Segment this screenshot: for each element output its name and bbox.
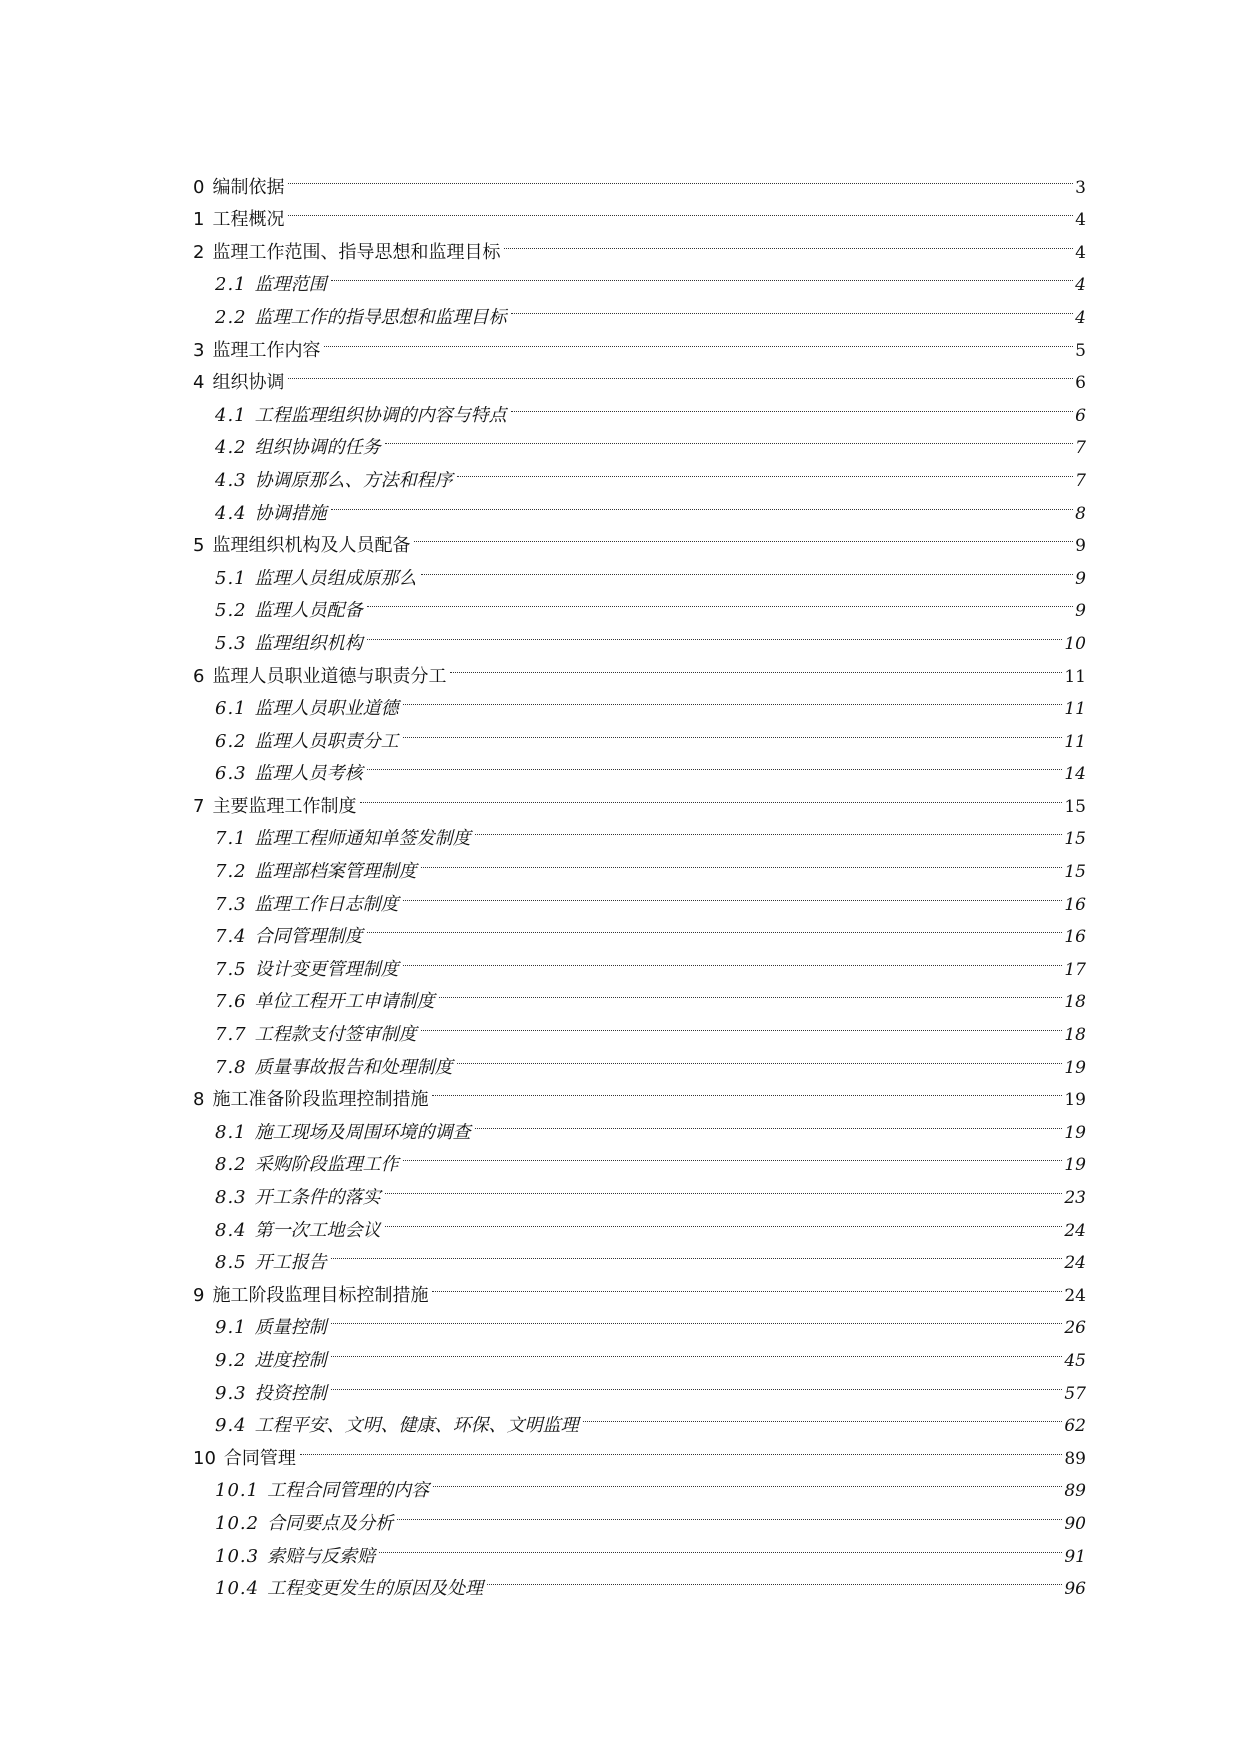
toc-entry-page-number: 24 — [1064, 1220, 1086, 1241]
toc-entry-page-number: 62 — [1064, 1416, 1086, 1437]
toc-entry-title: 合同管理 — [223, 1447, 296, 1469]
dot-leader — [379, 1529, 1062, 1562]
toc-entry-title: 合同要点及分析 — [267, 1512, 394, 1534]
toc-entry-page-number: 11 — [1064, 731, 1086, 752]
toc-entry[interactable] — [193, 1431, 1086, 1469]
toc-entry-number: 6 — [193, 665, 205, 687]
toc-entry-title: 监理部档案管理制度 — [254, 861, 417, 883]
dot-leader — [385, 1203, 1063, 1236]
toc-entry-title: 工程变更发生的原因及处理 — [267, 1578, 484, 1600]
dot-leader — [331, 1236, 1063, 1269]
dot-leader — [457, 453, 1074, 486]
dot-leader — [367, 910, 1063, 943]
toc-entry-title: 监理人员组成原那么 — [254, 567, 417, 589]
dot-leader — [367, 616, 1063, 649]
dot-leader — [331, 486, 1074, 519]
toc-entry-number: 4.4 — [215, 502, 247, 524]
toc-entry-number: 7.2 — [215, 861, 247, 883]
dot-leader — [288, 160, 1073, 193]
dot-leader — [331, 1333, 1063, 1366]
dot-leader — [403, 714, 1063, 747]
toc-entry-page-number: 16 — [1064, 894, 1086, 915]
dot-leader — [511, 290, 1074, 323]
toc-entry-number: 9 — [193, 1284, 205, 1306]
toc-entry-number: 9.3 — [215, 1382, 247, 1404]
toc-entry-title: 开工报告 — [254, 1252, 327, 1274]
toc-entry-page-number: 24 — [1064, 1253, 1086, 1274]
toc-entry-page-number: 91 — [1064, 1546, 1086, 1567]
toc-entry-number: 8.1 — [215, 1121, 247, 1143]
toc-entry-title: 质量控制 — [254, 1317, 327, 1339]
toc-entry-number: 2 — [193, 241, 205, 263]
toc-entry-number: 7.1 — [215, 828, 247, 850]
toc-entry-title: 监理人员配备 — [254, 600, 363, 622]
dot-leader — [432, 1268, 1062, 1301]
toc-entry-page-number: 57 — [1064, 1383, 1086, 1404]
toc-entry-title: 工程概况 — [212, 209, 285, 231]
dot-leader — [504, 225, 1073, 258]
dot-leader — [324, 323, 1073, 356]
toc-entry-title: 索赔与反索赔 — [267, 1545, 376, 1567]
toc-entry-page-number: 9 — [1075, 568, 1086, 589]
toc-entry[interactable] — [193, 160, 1086, 198]
toc-entry-title: 监理组织机构及人员配备 — [212, 535, 411, 557]
dot-leader — [331, 1301, 1063, 1334]
dot-leader — [397, 1496, 1062, 1529]
toc-entry-page-number: 4 — [1075, 307, 1086, 328]
toc-entry-page-number: 11 — [1064, 699, 1086, 720]
dot-leader — [403, 1138, 1063, 1171]
toc-entry-page-number: 10 — [1064, 633, 1086, 654]
dot-leader — [450, 649, 1062, 682]
dot-leader — [300, 1431, 1062, 1464]
toc-entry[interactable] — [193, 225, 1086, 263]
toc-entry-page-number: 4 — [1075, 242, 1086, 263]
dot-leader — [331, 258, 1074, 291]
toc-entry-page-number: 89 — [1064, 1481, 1086, 1502]
dot-leader — [385, 421, 1074, 454]
toc-entry-number: 9.1 — [215, 1317, 247, 1339]
toc-entry-number: 10.1 — [215, 1480, 260, 1502]
toc-entry-title: 监理工作的指导思想和监理目标 — [254, 306, 507, 328]
toc-entry-page-number: 96 — [1064, 1579, 1086, 1600]
toc-entry-number: 10.2 — [215, 1512, 260, 1534]
toc-entry[interactable] — [193, 193, 1086, 231]
toc-entry-number: 5 — [193, 535, 205, 557]
toc-entry-page-number: 4 — [1075, 275, 1086, 296]
toc-entry-page-number: 15 — [1064, 862, 1086, 883]
dot-leader — [331, 1366, 1063, 1399]
toc-entry-title: 监理工作日志制度 — [254, 893, 399, 915]
toc-entry[interactable] — [193, 290, 1086, 328]
toc-entry-number: 5.3 — [215, 632, 247, 654]
toc-entry[interactable] — [193, 1268, 1086, 1306]
toc-entry-title: 编制依据 — [212, 176, 285, 198]
toc-entry-number: 9.4 — [215, 1415, 247, 1437]
dot-leader — [487, 1562, 1062, 1595]
toc-entry-title: 组织协调的任务 — [254, 437, 381, 459]
toc-entry-page-number: 24 — [1064, 1285, 1086, 1306]
toc-entry-number: 7.5 — [215, 958, 247, 980]
dot-leader — [288, 193, 1073, 226]
toc-entry-number: 3 — [193, 339, 205, 361]
toc-entry-number: 6.3 — [215, 763, 247, 785]
toc-entry-page-number: 15 — [1064, 829, 1086, 850]
toc-entry-page-number: 6 — [1075, 405, 1086, 426]
toc-entry-title: 工程监理组织协调的内容与特点 — [254, 404, 507, 426]
toc-entry-title: 监理人员职业道德与职责分工 — [212, 665, 447, 687]
toc-entry-number: 8.5 — [215, 1252, 247, 1274]
toc-entry-number: 2.1 — [215, 274, 247, 296]
toc-entry-page-number: 19 — [1064, 1057, 1086, 1078]
toc-entry-page-number: 4 — [1075, 210, 1086, 231]
dot-leader — [414, 519, 1073, 552]
toc-entry-title: 设计变更管理制度 — [254, 958, 399, 980]
toc-entry-page-number: 9 — [1075, 601, 1086, 622]
toc-entry-page-number: 6 — [1075, 373, 1086, 394]
toc-entry-page-number: 18 — [1064, 992, 1086, 1013]
toc-entry-number: 8.4 — [215, 1219, 247, 1241]
toc-entry-page-number: 7 — [1075, 470, 1086, 491]
toc-entry[interactable] — [193, 1464, 1086, 1502]
dot-leader — [367, 747, 1063, 780]
toc-entry-title: 监理工作范围、指导思想和监理目标 — [212, 241, 501, 263]
toc-entry[interactable] — [193, 323, 1086, 361]
dot-leader — [457, 1040, 1063, 1073]
toc-entry-title: 监理人员考核 — [254, 763, 363, 785]
toc-entry-page-number: 19 — [1064, 1090, 1086, 1111]
toc-entry[interactable] — [193, 1333, 1086, 1371]
toc-entry-number: 4 — [193, 372, 205, 394]
toc-entry-title: 施工准备阶段监理控制措施 — [212, 1089, 429, 1111]
toc-entry-page-number: 14 — [1064, 764, 1086, 785]
dot-leader — [439, 975, 1063, 1008]
toc-entry-number: 8.2 — [215, 1154, 247, 1176]
toc-entry-number: 7.7 — [215, 1024, 247, 1046]
dot-leader — [288, 356, 1073, 389]
table-of-contents — [193, 160, 1086, 1600]
toc-entry-title: 监理人员职业道德 — [254, 698, 399, 720]
toc-entry-number: 7 — [193, 795, 205, 817]
toc-entry-title: 第一次工地会议 — [254, 1219, 381, 1241]
toc-entry-number: 4.1 — [215, 404, 247, 426]
toc-entry-title: 监理组织机构 — [254, 632, 363, 654]
toc-entry-number: 1 — [193, 209, 205, 231]
toc-entry-title: 协调措施 — [254, 502, 327, 524]
toc-entry-title: 组织协调 — [212, 372, 285, 394]
toc-entry-number: 8 — [193, 1089, 205, 1111]
toc-entry-number: 2.2 — [215, 306, 247, 328]
toc-entry-title: 工程合同管理的内容 — [267, 1480, 430, 1502]
toc-entry-title: 监理工程师通知单签发制度 — [254, 828, 471, 850]
toc-entry-page-number: 26 — [1064, 1318, 1086, 1339]
dot-leader — [475, 812, 1063, 845]
toc-entry-page-number: 9 — [1075, 536, 1086, 557]
toc-entry-page-number: 23 — [1064, 1188, 1086, 1208]
toc-entry-number: 7.8 — [215, 1056, 247, 1078]
toc-entry-number: 10 — [193, 1447, 216, 1469]
toc-entry-title: 监理范围 — [254, 274, 327, 296]
dot-leader — [403, 682, 1063, 715]
toc-entry-title: 工程款支付签审制度 — [254, 1024, 417, 1046]
dot-leader — [385, 1170, 1063, 1203]
toc-entry-page-number: 7 — [1075, 438, 1086, 459]
dot-leader — [403, 942, 1063, 975]
dot-leader — [583, 1399, 1063, 1432]
toc-entry-number: 6.2 — [215, 730, 247, 752]
toc-entry-title: 单位工程开工申请制度 — [254, 991, 435, 1013]
toc-entry-page-number: 19 — [1064, 1155, 1086, 1176]
toc-entry-page-number: 3 — [1075, 177, 1086, 198]
toc-entry-number: 10.4 — [215, 1578, 260, 1600]
dot-leader — [360, 779, 1062, 812]
toc-entry-page-number: 45 — [1064, 1350, 1086, 1371]
toc-entry-page-number: 17 — [1064, 959, 1086, 980]
toc-entry-page-number: 15 — [1064, 796, 1086, 817]
dot-leader — [421, 844, 1063, 877]
toc-entry-page-number: 16 — [1064, 927, 1086, 948]
toc-entry-title: 主要监理工作制度 — [212, 795, 357, 817]
toc-entry-title: 投资控制 — [254, 1382, 327, 1404]
toc-entry-page-number: 18 — [1064, 1025, 1086, 1046]
toc-entry-number: 7.4 — [215, 926, 247, 948]
toc-entry-page-number: 8 — [1075, 503, 1086, 524]
toc-entry-number: 5.2 — [215, 600, 247, 622]
toc-entry[interactable] — [193, 388, 1086, 426]
toc-entry-title: 监理工作内容 — [212, 339, 321, 361]
toc-entry-number: 7.6 — [215, 991, 247, 1013]
toc-entry-page-number: 5 — [1075, 340, 1086, 361]
dot-leader — [433, 1464, 1062, 1497]
toc-entry-number: 4.3 — [215, 469, 247, 491]
toc-entry-title: 采购阶段监理工作 — [254, 1154, 399, 1176]
toc-entry-number: 10.3 — [215, 1545, 260, 1567]
toc-entry-title: 合同管理制度 — [254, 926, 363, 948]
toc-entry-title: 施工阶段监理目标控制措施 — [212, 1284, 429, 1306]
toc-entry-page-number: 90 — [1064, 1513, 1086, 1534]
dot-leader — [403, 877, 1063, 910]
toc-entry-page-number: 89 — [1064, 1448, 1086, 1469]
toc-entry-number: 8.3 — [215, 1187, 247, 1208]
toc-entry-title: 进度控制 — [254, 1349, 327, 1371]
dot-leader — [432, 1073, 1062, 1106]
dot-leader — [367, 584, 1074, 617]
toc-entry-number: 4.2 — [215, 437, 247, 459]
toc-entry-title: 监理人员职责分工 — [254, 730, 399, 752]
toc-entry-number: 9.2 — [215, 1349, 247, 1371]
toc-entry-number: 7.3 — [215, 893, 247, 915]
toc-entry-number: 5.1 — [215, 567, 247, 589]
toc-entry-title: 质量事故报告和处理制度 — [254, 1056, 453, 1078]
dot-leader — [421, 551, 1074, 584]
toc-entry-title: 协调原那么、方法和程序 — [254, 469, 453, 491]
toc-entry[interactable] — [193, 356, 1086, 394]
dot-leader — [475, 1105, 1063, 1138]
toc-entry-title: 开工条件的落实 — [254, 1187, 381, 1208]
toc-entry-page-number: 11 — [1064, 666, 1086, 687]
toc-entry-page-number: 19 — [1064, 1122, 1086, 1143]
dot-leader — [511, 388, 1074, 421]
toc-entry-number: 6.1 — [215, 698, 247, 720]
toc-entry-title: 施工现场及周围环境的调查 — [254, 1121, 471, 1143]
dot-leader — [421, 1007, 1063, 1040]
toc-entry-number: 0 — [193, 176, 205, 198]
toc-entry-title: 工程平安、文明、健康、环保、文明监理 — [254, 1415, 579, 1437]
